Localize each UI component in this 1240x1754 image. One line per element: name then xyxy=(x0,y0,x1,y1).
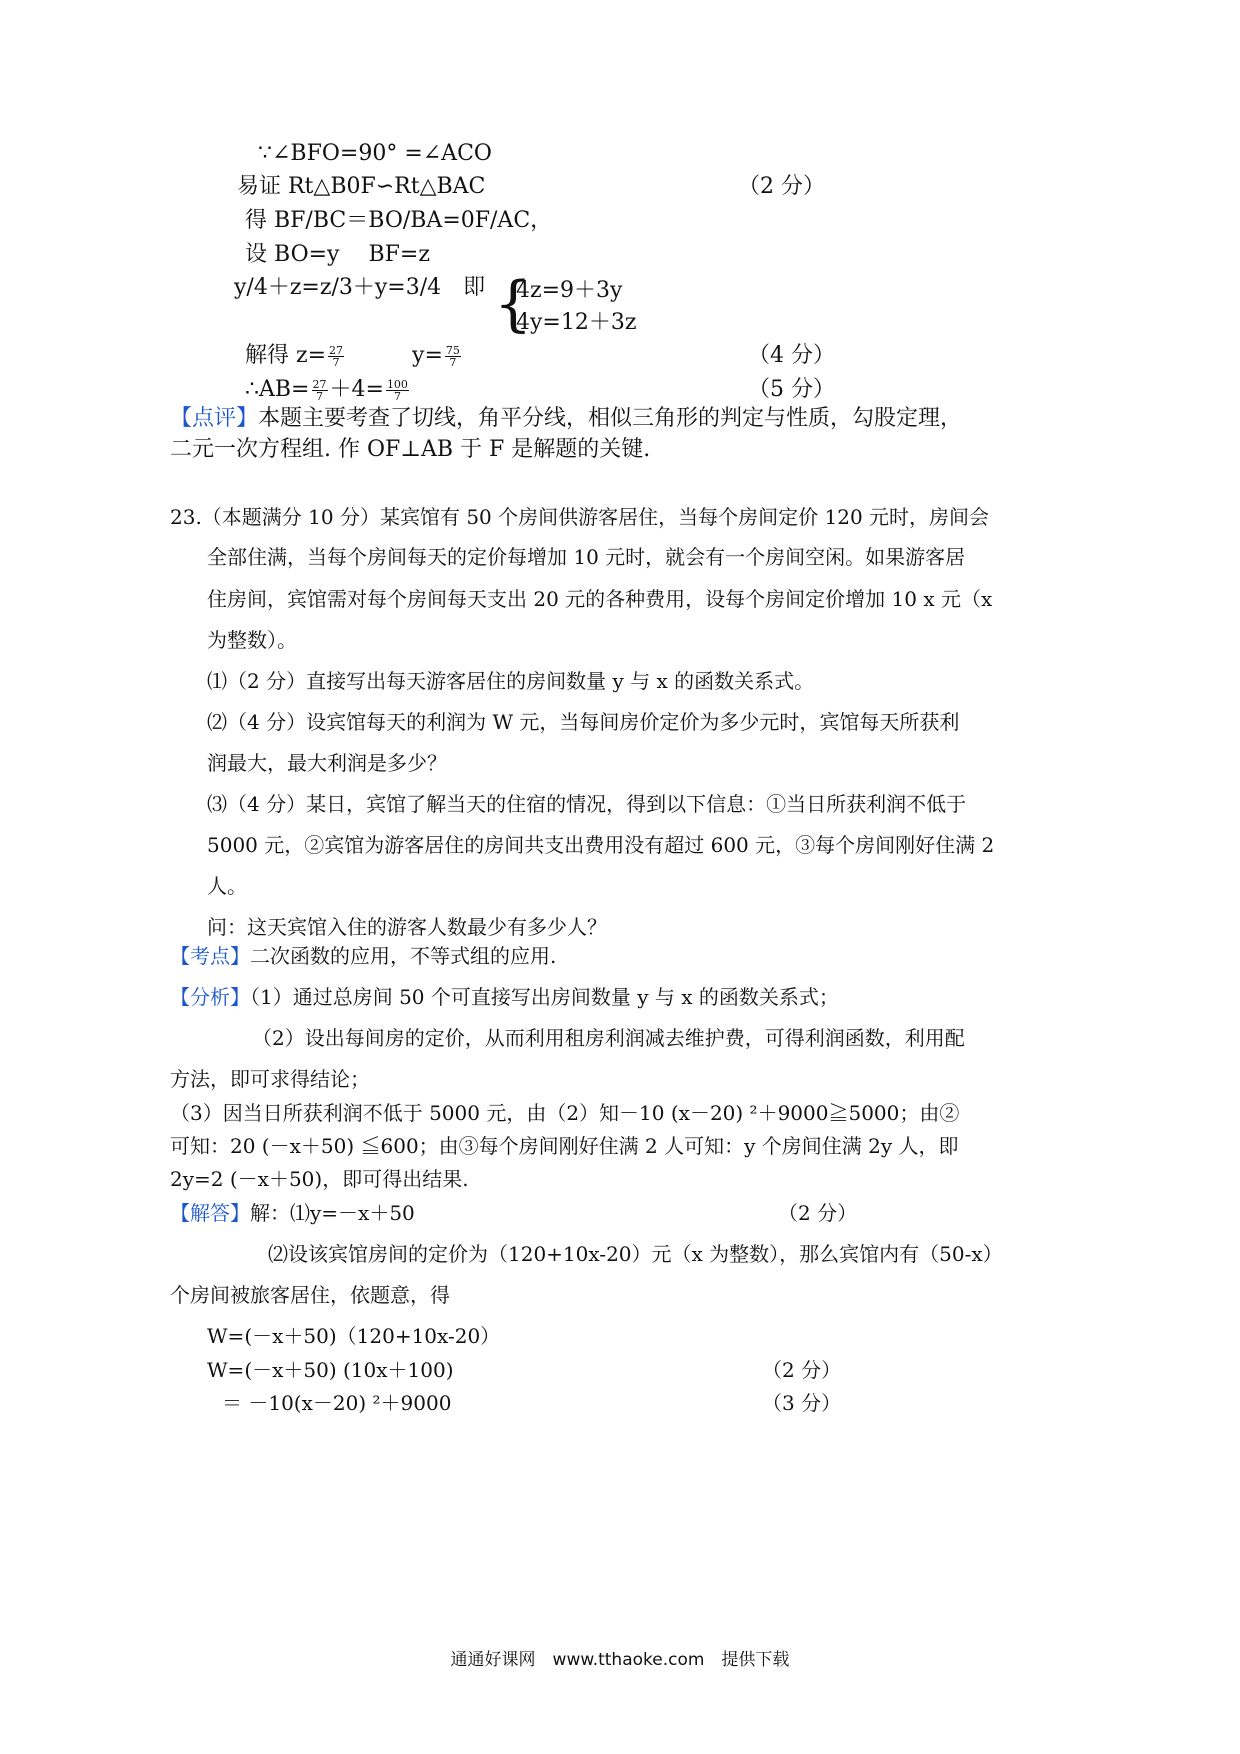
question-part: ⑶（4 分）某日，宾馆了解当天的住宿的情况，得到以下信息：①当日所获利润不低于 xyxy=(207,792,967,816)
analysis-line: 【分析】（1）通过总房间 50 个可直接写出房间数量 y 与 x 的函数关系式； xyxy=(170,985,839,1009)
analysis-line: 方法，即可求得结论； xyxy=(170,1067,370,1091)
score-mark: （3 分） xyxy=(762,1391,842,1415)
solution-line: 易证 Rt△B0F∽Rt△BAC xyxy=(237,174,486,199)
kaodian-line: 【考点】二次函数的应用，不等式组的应用. xyxy=(170,944,557,968)
solution-line: 得 BF/BC＝BO/BA=0F/AC， xyxy=(245,208,553,233)
fraction: $\frac{27}{7}$ xyxy=(329,343,344,369)
solution-line: 解得 z= $\frac{27}{7}$ y= $\frac{75}{7}$ xyxy=(245,343,460,369)
question-part: 5000 元，②宾馆为游客居住的房间共支出费用没有超过 600 元，③每个房间刚好住满 2 xyxy=(207,833,995,857)
answer-formula: ＝ －10(x－20) ²＋9000 xyxy=(222,1391,452,1415)
equation-system-line: 4z=9＋3y xyxy=(516,278,623,303)
analysis-tag: 【分析】 xyxy=(170,985,250,1009)
score-mark: （2 分） xyxy=(778,1201,858,1225)
question-part: 人。 xyxy=(207,874,247,898)
solution-line: y/4＋z=z/3＋y=3/4 即 xyxy=(234,275,486,300)
analysis-line: 2y=2 (－x＋50)，即可得出结果. xyxy=(170,1167,469,1191)
answer-formula: W=(－x＋50) (10x＋100) xyxy=(207,1358,454,1382)
answer-tag: 【解答】 xyxy=(170,1201,250,1225)
review-line: 二元一次方程组. 作 OF⊥AB 于 F 是解题的关键. xyxy=(170,437,651,462)
solution-line: ∴AB= $\frac{27}{7}$ ＋4= $\frac{100}{7}$ xyxy=(245,377,408,403)
question-part: ⑵（4 分）设宾馆每天的利润为 W 元，当每间房价定价为多少元时，宾馆每天所获利 xyxy=(207,710,960,734)
answer-line: ⑵设该宾馆房间的定价为（120+10x-20）元（x 为整数），那么宾馆内有（50-x） xyxy=(268,1242,1003,1266)
answer-formula: W=(－x＋50)（120+10x-20） xyxy=(207,1324,501,1348)
question-part: 润最大，最大利润是多少？ xyxy=(207,751,447,775)
answer-line: 个房间被旅客居住，依题意，得 xyxy=(170,1283,450,1307)
kaodian-tag: 【考点】 xyxy=(170,944,250,968)
score-mark: （4 分） xyxy=(748,343,835,368)
question-line: 为整数）。 xyxy=(207,628,297,652)
fraction: $\frac{100}{7}$ xyxy=(386,377,408,403)
fraction: $\frac{75}{7}$ xyxy=(445,343,460,369)
review-tag: 【点评】 xyxy=(170,406,259,431)
question-line: 23.（本题满分 10 分）某宾馆有 50 个房间供游客居住，当每个房间定价 120 元时，房间会 xyxy=(170,505,990,529)
question-ask: 问：这天宾馆入住的游客人数最少有多少人？ xyxy=(207,915,607,939)
footer-text: 通通好课网 www.tthaoke.com 提供下载 xyxy=(450,1650,790,1670)
solution-line: 设 BO=y BF=z xyxy=(245,242,430,267)
analysis-line: 可知：20 (－x＋50) ≦600；由③每个房间刚好住满 2 人可知：y 个房间住满 2y 人，即 xyxy=(170,1134,959,1158)
equation-system-brace: { xyxy=(494,269,533,339)
fraction: $\frac{27}{7}$ xyxy=(312,377,327,403)
analysis-line: （2）设出每间房的定价，从而利用租房利润减去维护费，可得利润函数，利用配 xyxy=(252,1026,965,1050)
review-line: 【点评】本题主要考查了切线，角平分线，相似三角形的判定与性质，勾股定理， xyxy=(170,406,963,431)
solution-line: ∵∠BFO=90° =∠ACO xyxy=(258,141,492,166)
question-line: 住房间，宾馆需对每个房间每天支出 20 元的各种费用，设每个房间定价增加 10 x 元（x xyxy=(207,587,993,611)
score-mark: （2 分） xyxy=(762,1358,842,1382)
score-mark: （5 分） xyxy=(748,377,835,402)
analysis-line: （3）因当日所获利润不低于 5000 元，由（2）知－10 (x－20) ²＋9000≧5000；由② xyxy=(170,1101,960,1125)
question-part: ⑴（2 分）直接写出每天游客居住的房间数量 y 与 x 的函数关系式。 xyxy=(207,669,815,693)
equation-system-line: 4y=12＋3z xyxy=(516,310,637,335)
score-mark: （2 分） xyxy=(738,174,825,199)
question-line: 全部住满，当每个房间每天的定价每增加 10 元时，就会有一个房间空闲。如果游客居 xyxy=(207,545,966,569)
answer-line: 【解答】解：⑴y=－x＋50 xyxy=(170,1201,415,1225)
